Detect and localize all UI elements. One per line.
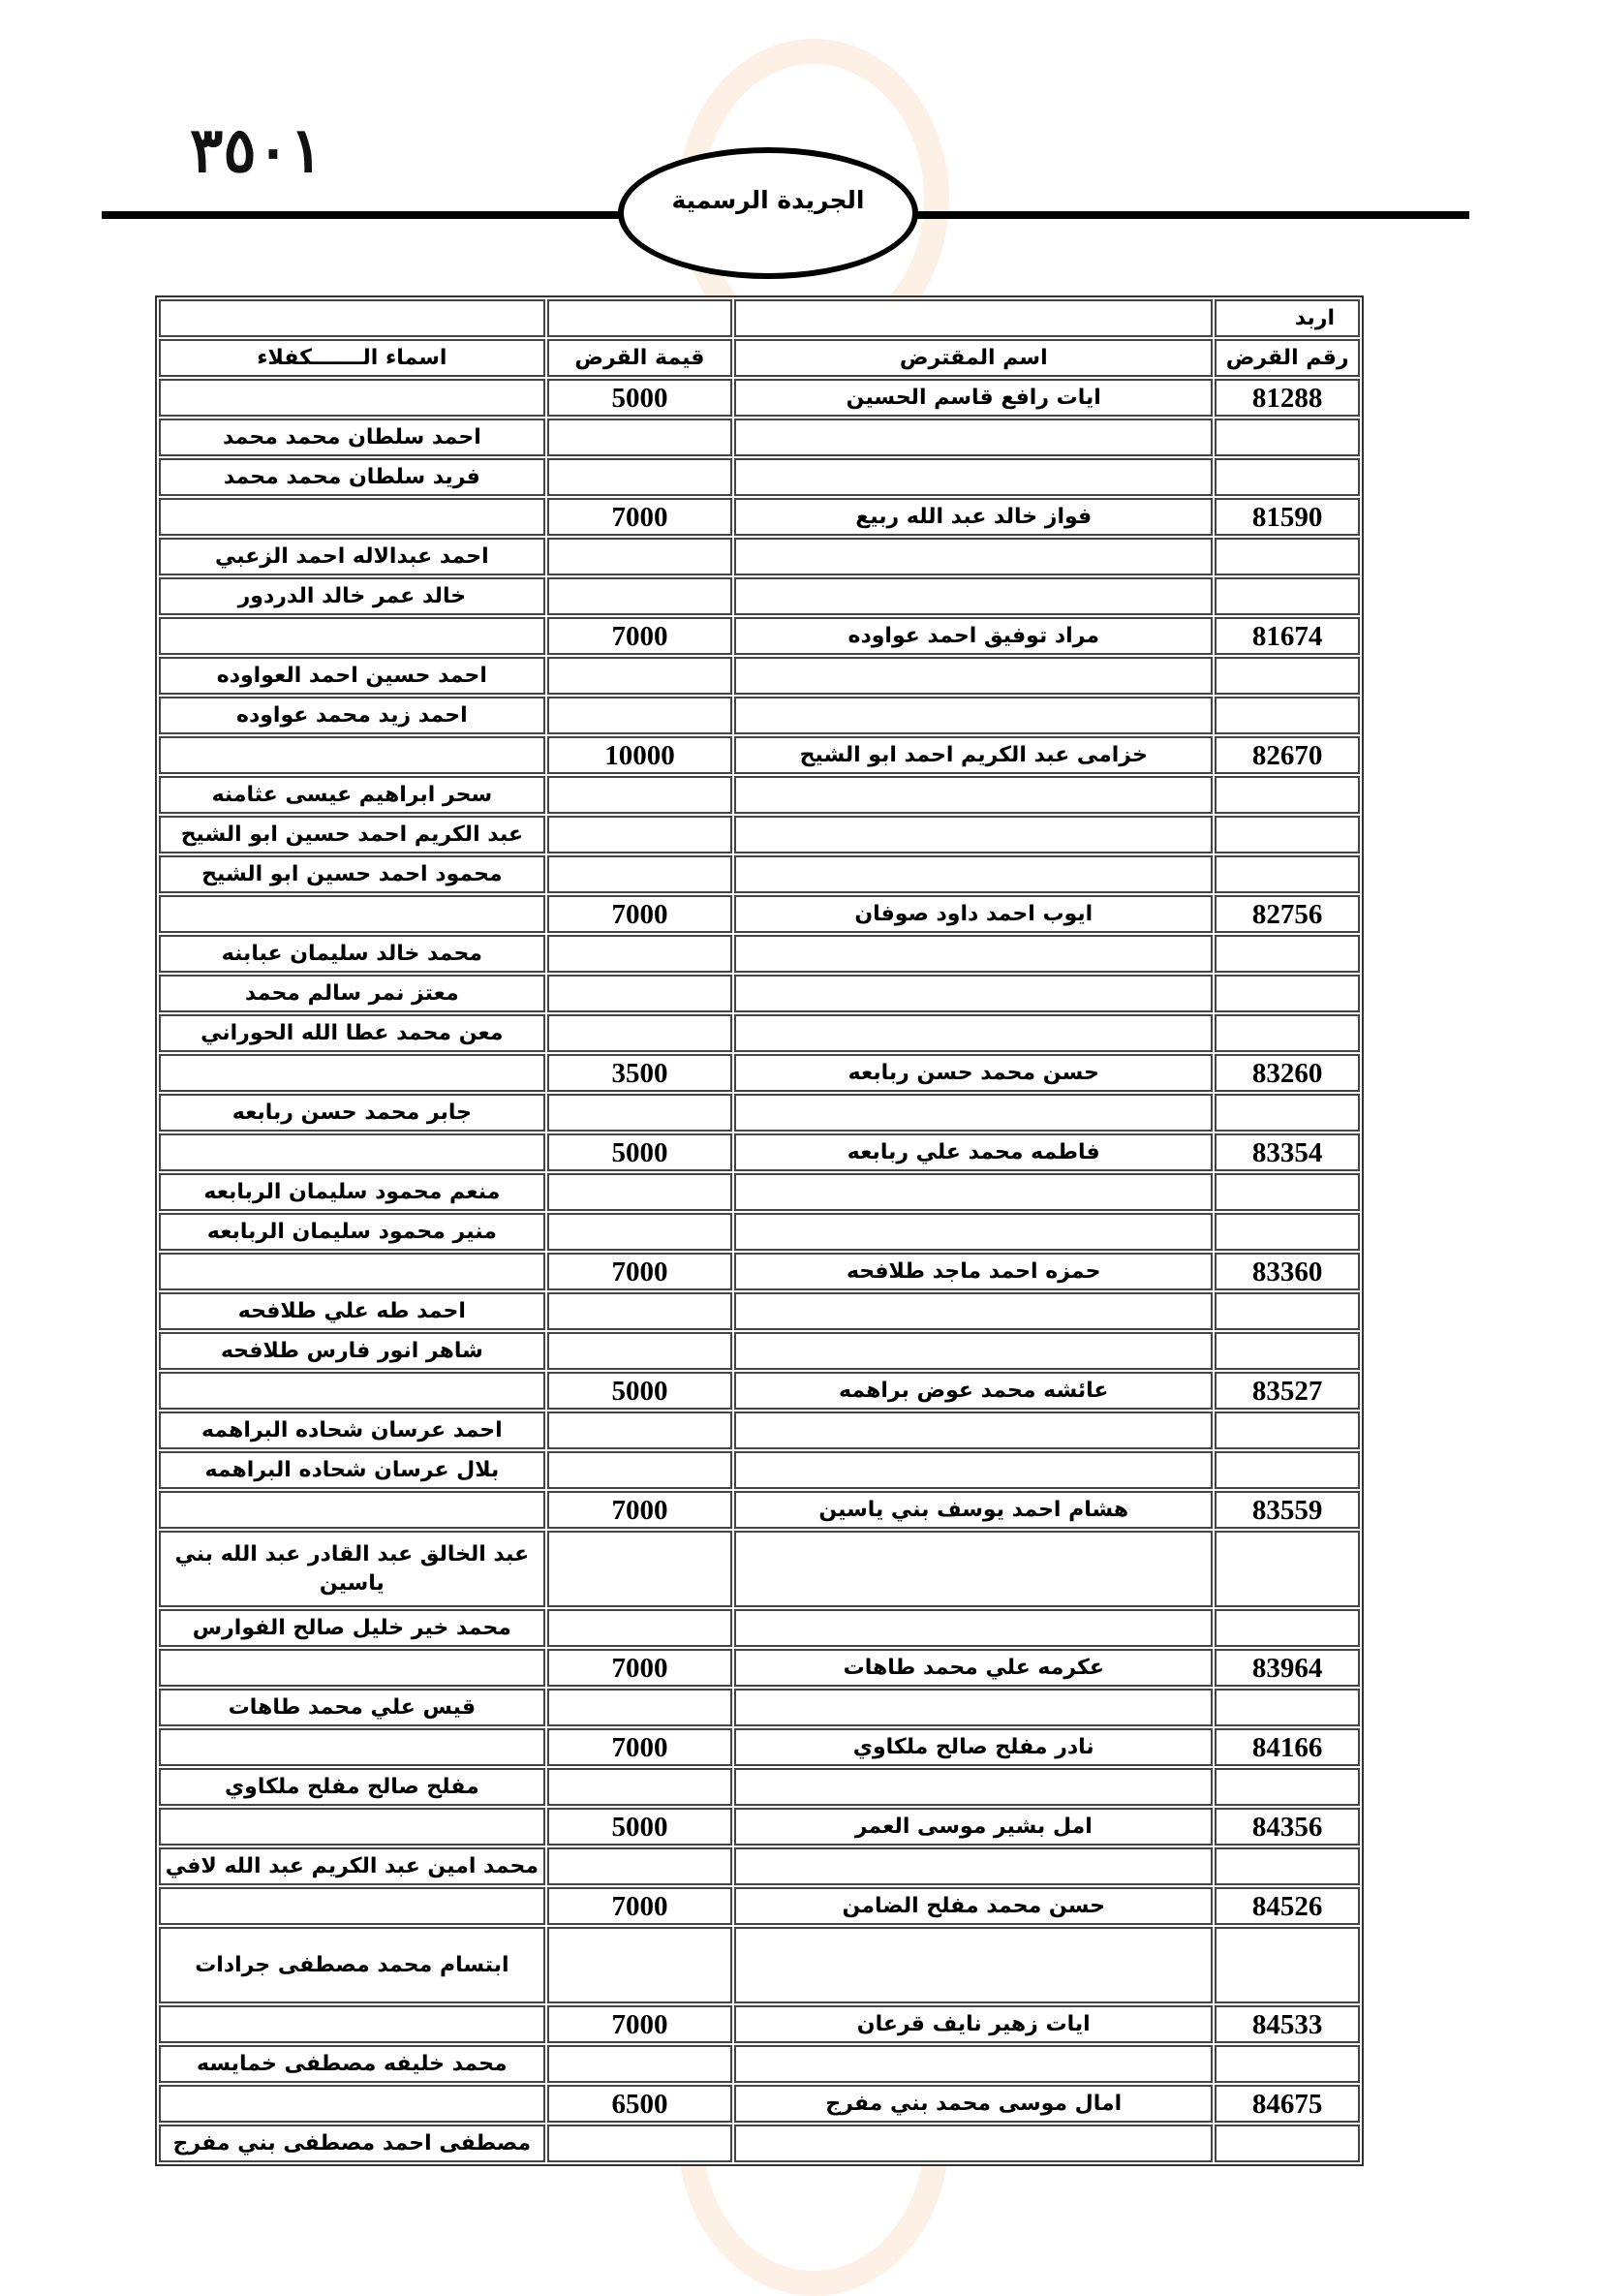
empty-cell <box>734 2125 1213 2162</box>
empty-cell <box>1215 1014 1360 1052</box>
guarantor-name: احمد عرسان شحاده البراهمه <box>159 1412 545 1449</box>
loan-number: 83559 <box>1215 1491 1360 1529</box>
guarantor-row <box>159 1609 1360 1647</box>
empty-cell <box>547 697 732 734</box>
empty-cell <box>1215 1332 1360 1370</box>
borrower-name: هشام احمد يوسف بني ياسين <box>734 1491 1213 1529</box>
empty-cell <box>159 1808 545 1846</box>
guarantor-row <box>159 816 1360 853</box>
empty-cell <box>734 1292 1213 1330</box>
empty-cell <box>734 1014 1213 1052</box>
empty-cell <box>547 1689 732 1726</box>
empty-cell <box>734 1847 1213 1885</box>
empty-cell <box>547 1292 732 1330</box>
empty-cell <box>547 1609 732 1647</box>
empty-cell <box>547 1927 732 2003</box>
empty-cell <box>547 2125 732 2162</box>
loan-number: 84166 <box>1215 1728 1360 1766</box>
loan-row <box>159 1253 1360 1290</box>
empty-cell <box>1215 458 1360 496</box>
empty-cell <box>1215 855 1360 893</box>
empty-cell <box>547 419 732 456</box>
guarantor-row <box>159 1927 1360 2003</box>
guarantor-name: محمد امين عبد الكريم عبد الله لافي <box>159 1847 545 1885</box>
empty-cell <box>1215 1412 1360 1449</box>
loan-amount: 5000 <box>547 1133 732 1171</box>
loan-amount: 7000 <box>547 617 732 655</box>
guarantor-name: معتز نمر سالم محمد <box>159 975 545 1012</box>
loan-number: 81288 <box>1215 379 1360 417</box>
guarantor-name: جابر محمد حسن ربابعه <box>159 1094 545 1132</box>
guarantor-row <box>159 538 1360 575</box>
guarantor-row <box>159 697 1360 734</box>
guarantor-name: خالد عمر خالد الدردور <box>159 577 545 615</box>
empty-cell <box>547 776 732 814</box>
guarantor-row <box>159 1173 1360 1211</box>
loan-row <box>159 895 1360 933</box>
city-label: اربد <box>1215 299 1360 337</box>
empty-cell <box>734 855 1213 893</box>
loan-amount: 6500 <box>547 2085 732 2123</box>
empty-cell <box>547 935 732 973</box>
empty-cell <box>159 1372 545 1410</box>
page-number: ٣٥٠١ <box>190 114 323 187</box>
borrower-name: ايوب احمد داود صوفان <box>734 895 1213 933</box>
empty-cell <box>734 538 1213 575</box>
col-guarantors: اسماء الـــــــكفلاء <box>159 339 545 377</box>
guarantor-row <box>159 855 1360 893</box>
empty-cell <box>1215 1927 1360 2003</box>
empty-cell <box>734 1689 1213 1726</box>
guarantor-name: عبد الخالق عبد القادر عبد الله بني ياسين <box>159 1531 545 1607</box>
loan-number: 84356 <box>1215 1808 1360 1846</box>
empty-cell <box>734 1768 1213 1806</box>
guarantor-row <box>159 776 1360 814</box>
loan-row <box>159 2085 1360 2123</box>
empty-cell <box>734 975 1213 1012</box>
loan-amount: 7000 <box>547 895 732 933</box>
empty-cell <box>1215 1768 1360 1806</box>
empty-cell <box>1215 577 1360 615</box>
guarantor-row <box>159 2045 1360 2083</box>
empty-cell <box>1215 1173 1360 1211</box>
loan-amount: 7000 <box>547 1649 732 1687</box>
guarantor-row <box>159 1531 1360 1607</box>
borrower-name: حسن محمد حسن ربابعه <box>734 1054 1213 1092</box>
city-row <box>159 299 1360 337</box>
loan-row <box>159 1728 1360 1766</box>
loan-number: 83964 <box>1215 1649 1360 1687</box>
empty-cell <box>734 1332 1213 1370</box>
loan-amount: 7000 <box>547 2005 732 2043</box>
empty-cell <box>547 1412 732 1449</box>
empty-cell <box>734 657 1213 695</box>
empty-cell <box>159 379 545 417</box>
loan-amount: 5000 <box>547 1808 732 1846</box>
borrower-name: ايات زهير نايف قرعان <box>734 2005 1213 2043</box>
loans-table <box>155 295 1364 2166</box>
loan-amount: 5000 <box>547 379 732 417</box>
guarantor-name: احمد سلطان محمد محمد <box>159 419 545 456</box>
loan-number: 84675 <box>1215 2085 1360 2123</box>
loan-number: 84533 <box>1215 2005 1360 2043</box>
empty-cell <box>547 1531 732 1607</box>
guarantor-row <box>159 935 1360 973</box>
empty-cell <box>159 2085 545 2123</box>
empty-cell <box>734 2045 1213 2083</box>
loan-number: 81590 <box>1215 498 1360 536</box>
col-loan-no: رقم القرض <box>1215 339 1360 377</box>
empty-cell <box>734 1173 1213 1211</box>
borrower-name: مراد توفيق احمد عواوده <box>734 617 1213 655</box>
empty-cell <box>547 1847 732 1885</box>
empty-cell <box>734 697 1213 734</box>
guarantor-name: محمود احمد حسين ابو الشيح <box>159 855 545 893</box>
empty-cell <box>159 498 545 536</box>
empty-cell <box>1215 1094 1360 1132</box>
loan-number: 83527 <box>1215 1372 1360 1410</box>
loan-row <box>159 379 1360 417</box>
guarantor-name: احمد طه علي طلافحه <box>159 1292 545 1330</box>
guarantor-row <box>159 1847 1360 1885</box>
guarantor-row <box>159 1213 1360 1251</box>
loan-number: 84526 <box>1215 1887 1360 1925</box>
guarantor-row <box>159 1332 1360 1370</box>
guarantor-name: احمد عبدالاله احمد الزعبي <box>159 538 545 575</box>
guarantor-name: محمد خليفه مصطفى خمايسه <box>159 2045 545 2083</box>
borrower-name: حمزه احمد ماجد طلافحه <box>734 1253 1213 1290</box>
guarantor-row <box>159 975 1360 1012</box>
guarantor-name: فريد سلطان محمد محمد <box>159 458 545 496</box>
loan-amount: 7000 <box>547 498 732 536</box>
guarantor-name: مصطفى احمد مصطفى بني مفرج <box>159 2125 545 2162</box>
guarantor-name: عبد الكريم احمد حسين ابو الشيح <box>159 816 545 853</box>
empty-cell <box>547 458 732 496</box>
empty-cell <box>1215 419 1360 456</box>
guarantor-row <box>159 1768 1360 1806</box>
empty-cell <box>1215 975 1360 1012</box>
col-amount: قيمة القرض <box>547 339 732 377</box>
empty-cell <box>547 1213 732 1251</box>
empty-cell <box>1215 1531 1360 1607</box>
empty-cell <box>734 1531 1213 1607</box>
loan-row <box>159 736 1360 774</box>
guarantor-name: قيس علي محمد طاهات <box>159 1689 545 1726</box>
empty-cell <box>734 1412 1213 1449</box>
borrower-name: فاطمه محمد علي ربابعه <box>734 1133 1213 1171</box>
empty-cell <box>547 1014 732 1052</box>
guarantor-row <box>159 1451 1360 1489</box>
loan-amount: 7000 <box>547 1728 732 1766</box>
empty-cell <box>1215 2045 1360 2083</box>
borrower-name: حسن محمد مفلح الضامن <box>734 1887 1213 1925</box>
loan-number: 81674 <box>1215 617 1360 655</box>
empty-cell <box>1215 657 1360 695</box>
empty-cell <box>159 1491 545 1529</box>
guarantor-name: محمد خالد سليمان عبابنه <box>159 935 545 973</box>
empty-cell <box>734 458 1213 496</box>
loan-row <box>159 498 1360 536</box>
guarantor-name: شاهر انور فارس طلافحه <box>159 1332 545 1370</box>
guarantor-row <box>159 1292 1360 1330</box>
loan-amount: 7000 <box>547 1887 732 1925</box>
loan-row <box>159 1491 1360 1529</box>
empty-cell <box>1215 816 1360 853</box>
loan-row <box>159 2005 1360 2043</box>
borrower-name: عكرمه علي محمد طاهات <box>734 1649 1213 1687</box>
guarantor-row <box>159 419 1360 456</box>
loan-row <box>159 1133 1360 1171</box>
borrower-name: عائشه محمد عوض براهمه <box>734 1372 1213 1410</box>
loan-number: 82670 <box>1215 736 1360 774</box>
empty-cell <box>1215 1292 1360 1330</box>
empty-cell <box>547 657 732 695</box>
col-borrower: اسم المقترض <box>734 339 1213 377</box>
empty-cell <box>159 1133 545 1171</box>
empty-cell <box>734 816 1213 853</box>
empty-cell <box>734 1451 1213 1489</box>
empty-cell <box>1215 1609 1360 1647</box>
empty-cell <box>1215 935 1360 973</box>
loan-number: 82756 <box>1215 895 1360 933</box>
empty-cell <box>734 1927 1213 2003</box>
empty-cell <box>159 1054 545 1092</box>
empty-cell <box>159 2005 545 2043</box>
empty-cell <box>159 617 545 655</box>
empty-cell <box>1215 1847 1360 1885</box>
borrower-name: نادر مفلح صالح ملكاوي <box>734 1728 1213 1766</box>
empty-cell <box>547 816 732 853</box>
loan-row <box>159 1054 1360 1092</box>
empty-cell <box>734 1094 1213 1132</box>
empty-cell <box>1215 2125 1360 2162</box>
empty-cell <box>1215 538 1360 575</box>
empty-cell <box>734 419 1213 456</box>
borrower-name: خزامى عبد الكريم احمد ابو الشيح <box>734 736 1213 774</box>
guarantor-name: منير محمود سليمان الربابعه <box>159 1213 545 1251</box>
guarantor-row <box>159 1689 1360 1726</box>
loan-number: 83354 <box>1215 1133 1360 1171</box>
guarantor-row <box>159 657 1360 695</box>
guarantor-row <box>159 2125 1360 2162</box>
empty-cell <box>1215 1213 1360 1251</box>
empty-cell <box>1215 697 1360 734</box>
header-row <box>159 339 1360 377</box>
empty-cell <box>1215 1689 1360 1726</box>
loan-number: 83260 <box>1215 1054 1360 1092</box>
guarantor-name: احمد زيد محمد عواوده <box>159 697 545 734</box>
guarantor-row <box>159 1412 1360 1449</box>
borrower-name: امال موسى محمد بني مفرج <box>734 2085 1213 2123</box>
empty-cell <box>734 935 1213 973</box>
empty-cell <box>547 1332 732 1370</box>
empty-cell <box>159 1253 545 1290</box>
borrower-name: ايات رافع قاسم الحسين <box>734 379 1213 417</box>
guarantor-row <box>159 1014 1360 1052</box>
guarantor-name: معن محمد عطا الله الحوراني <box>159 1014 545 1052</box>
empty-cell <box>547 975 732 1012</box>
loan-amount: 10000 <box>547 736 732 774</box>
empty-cell <box>1215 776 1360 814</box>
empty-cell <box>547 855 732 893</box>
loan-amount: 5000 <box>547 1372 732 1410</box>
guarantor-name: احمد حسين احمد العواوده <box>159 657 545 695</box>
empty-cell <box>547 1173 732 1211</box>
empty-cell <box>547 538 732 575</box>
empty-cell <box>547 577 732 615</box>
empty-cell <box>547 1451 732 1489</box>
empty-cell <box>734 1609 1213 1647</box>
loan-amount: 3500 <box>547 1054 732 1092</box>
empty-cell <box>734 577 1213 615</box>
publication-title: الجريدة الرسمية <box>671 185 865 214</box>
guarantor-name: مفلح صالح مفلح ملكاوي <box>159 1768 545 1806</box>
borrower-name: امل بشير موسى العمر <box>734 1808 1213 1846</box>
empty-cell <box>734 776 1213 814</box>
loan-row <box>159 1372 1360 1410</box>
empty-cell <box>734 1213 1213 1251</box>
loan-number: 83360 <box>1215 1253 1360 1290</box>
publication-oval <box>618 147 918 279</box>
empty-cell <box>159 1887 545 1925</box>
empty-cell <box>547 2045 732 2083</box>
guarantor-name: سحر ابراهيم عيسى عثامنه <box>159 776 545 814</box>
empty-cell <box>1215 1451 1360 1489</box>
guarantor-row <box>159 1094 1360 1132</box>
loan-row <box>159 1808 1360 1846</box>
loan-row <box>159 617 1360 655</box>
guarantor-name: محمد خير خليل صالح الفوارس <box>159 1609 545 1647</box>
guarantor-row <box>159 577 1360 615</box>
guarantor-name: بلال عرسان شحاده البراهمه <box>159 1451 545 1489</box>
loan-row <box>159 1649 1360 1687</box>
loan-amount: 7000 <box>547 1253 732 1290</box>
guarantor-row <box>159 458 1360 496</box>
borrower-name: فواز خالد عبد الله ربيع <box>734 498 1213 536</box>
empty-cell <box>159 895 545 933</box>
empty-cell <box>159 1649 545 1687</box>
guarantor-name: ابتسام محمد مصطفى جرادات <box>159 1927 545 2003</box>
empty-cell <box>547 1768 732 1806</box>
empty-cell <box>159 1728 545 1766</box>
guarantor-name: منعم محمود سليمان الربابعه <box>159 1173 545 1211</box>
loan-row <box>159 1887 1360 1925</box>
loan-amount: 7000 <box>547 1491 732 1529</box>
empty-cell <box>547 1094 732 1132</box>
empty-cell <box>159 736 545 774</box>
